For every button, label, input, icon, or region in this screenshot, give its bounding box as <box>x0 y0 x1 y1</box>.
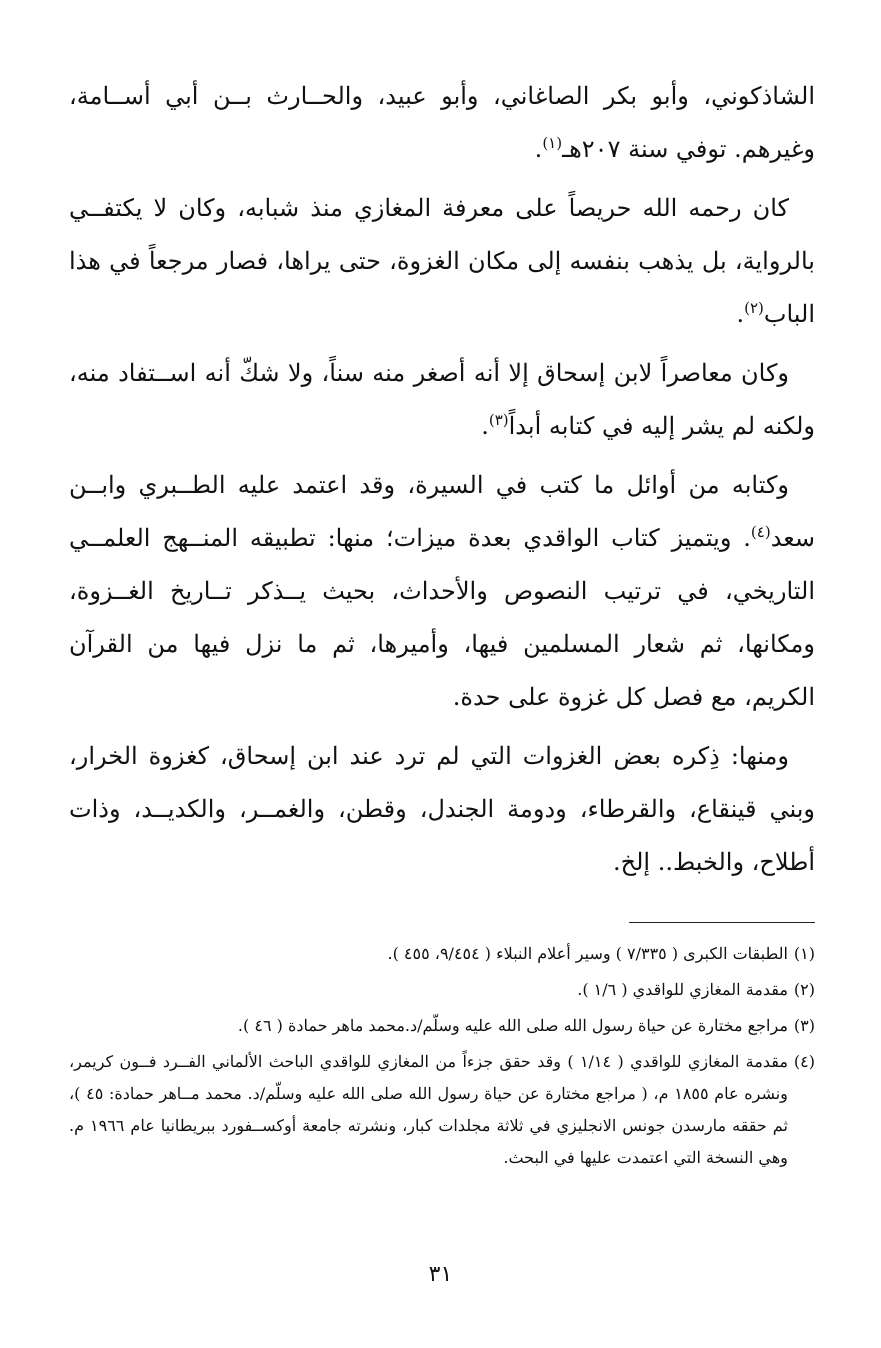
paragraph-2-end: . <box>736 300 745 328</box>
paragraph-4-end: . ويتميز كتاب الواقدي بعدة ميزات؛ منها: تطبيقه المنــهج العلمــي التاريخي، في ترتيب النصوص والأحداث، بحيث يــذكر تــاريخ الغــزوة، ومكانها، ثم شعار المسلمين فيها، وأميرها، ثم ما نزل فيها من القرآن الكريم، مع فصل كل غزوة على حدة. <box>69 524 815 711</box>
footnote-item <box>69 938 815 970</box>
paragraph-3 <box>69 347 815 453</box>
footnote-divider <box>629 922 815 923</box>
footnote-item <box>69 1010 815 1042</box>
page-number: ٣١ <box>428 1262 453 1287</box>
footnote-text: الطبقات الكبرى ( ٧/٣٣٥ ) وسير أعلام النبلاء ( ٩/٤٥٤، ٤٥٥ ). <box>387 944 788 963</box>
paragraph-4 <box>69 459 815 724</box>
footnote-number: (٣) <box>793 1016 815 1035</box>
footnote-ref-3[interactable]: (٣) <box>488 411 509 429</box>
footnote-item <box>69 1046 815 1174</box>
paragraph-3-end: . <box>481 412 489 440</box>
paragraph-1-text: الشاذكوني، وأبو بكر الصاغاني، وأبو عبيد، والحــارث بــن أبي أســامة، وغيرهم. توفي سنة ٢٠٧هـ <box>69 82 815 163</box>
paragraph-2-text: كان رحمه الله حريصاً على معرفة المغازي منذ شبابه، وكان لا يكتفــي بالرواية، بل يذهب بنفسه إلى مكان الغزوة، حتى يراها، فصار مرجعاً في هذا الباب <box>69 194 815 328</box>
paragraph-5-text: ومنها: ذِكره بعض الغزوات التي لم ترد عند ابن إسحاق، كغزوة الخرار، وبني قينقاع، والقرطاء، ودومة الجندل، وقطن، والغمــر، والكديــد، وذات أطلاح، والخبط.. إلخ. <box>69 742 815 876</box>
footnote-text: مراجع مختارة عن حياة رسول الله صلى الله عليه وسلّم/د.محمد ماهر حمادة ( ٤٦ ). <box>237 1016 788 1035</box>
footnote-number: (١) <box>793 944 815 963</box>
footnotes <box>69 938 815 1178</box>
footnote-ref-1[interactable]: (١) <box>542 134 563 152</box>
main-text <box>69 70 815 889</box>
footnote-number: (٤) <box>793 1052 815 1071</box>
paragraph-4-text: وكتابه من أوائل ما كتب في السيرة، وقد اعتمد عليه الطــبري وابــن سعد <box>69 471 815 552</box>
footnote-number: (٢) <box>793 980 815 999</box>
footnote-item <box>69 974 815 1006</box>
footnote-ref-4[interactable]: (٤) <box>750 523 771 541</box>
paragraph-3-text: وكان معاصراً لابن إسحاق إلا أنه أصغر منه سناً، ولا شكّ أنه اســتفاد منه، ولكنه لم يشر إليه في كتابه أبداً <box>69 359 815 440</box>
paragraph-1-end: . <box>534 135 543 163</box>
footnote-text: مقدمة المغازي للواقدي ( ١/١٤ ) وقد حقق جزءاً من المغازي للواقدي الباحث الألماني الفــرد فــون كريمر، ونشره عام ١٨٥٥ م، ( مراجع مختارة عن حياة رسول الله صلى الله عليه وسلّم/د. محمد مــاهر حمادة: ٤٥ )، ثم حققه مارسدن جونس الانجليزي في ثلاثة مجلدات كبار، ونشرته جامعة أوكســفورد ببريطانيا عام ١٩٦٦ م. وهي النسخة التي اعتمدت عليها في البحث. <box>69 1052 788 1167</box>
footnote-text: مقدمة المغازي للواقدي ( ١/٦ ). <box>577 980 788 999</box>
paragraph-5 <box>69 730 815 889</box>
footnote-ref-2[interactable]: (٢) <box>744 299 764 317</box>
paragraph-2 <box>69 182 815 341</box>
paragraph-1 <box>69 70 815 176</box>
